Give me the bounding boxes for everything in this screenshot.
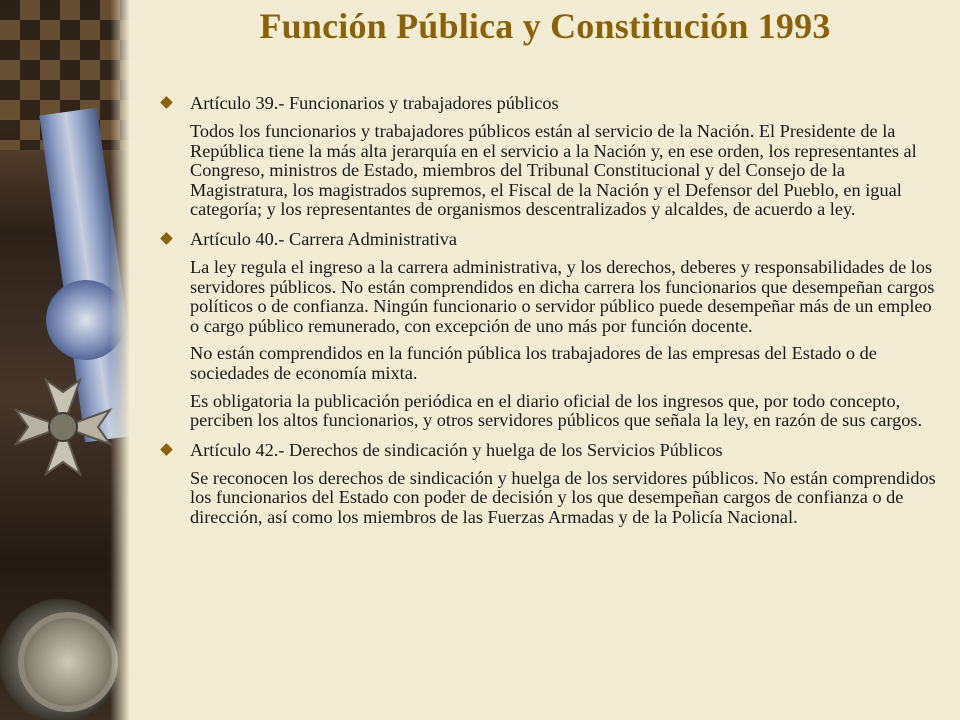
section-paragraph: La ley regula el ingreso a la carrera administrativa, y los derechos, deberes y responsabilidades de los servidores públicos. No están comprendidos en dicha carrera los funcionarios que desempeñan cargos políticos o de confianza. Ningún funcionario o servidor público puede desempeñar más de un empleo o cargo público remunerado, con excepción de uno más por función docente. [190,256,935,336]
bullet-diamond-icon [160,232,173,245]
section-paragraph: Todos los funcionarios y trabajadores públicos están al servicio de la Nación. El Presidente de la República tiene la más alta jerarquía en el servicio a la Nación y, en ese orden, los representantes al Congreso, ministros de Estado, miembros del Tribunal Constitucional y del Consejo de la Magistratura, los magistrados supremos, el Fiscal de la Nación y el Defensor del Pueblo, en igual categoría; y los representantes de organismos descentralizados y alcaldes, de acuerdo a ley. [190,121,917,220]
bullet-diamond-icon [160,96,173,109]
page-title: Función Pública y Constitución 1993 [259,6,831,46]
section-heading: Artículo 40.- Carrera Administrativa [160,228,940,250]
section-paragraph: No están comprendidos en la función pública los trabajadores de las empresas del Estado o de sociedades de economía mixta. [190,343,877,383]
maltese-cross-icon [8,372,118,482]
document-body [160,92,940,536]
decorative-medal-image [0,0,130,720]
section-paragraph: Se reconocen los derechos de sindicación y huelga de los servidores públicos. No están comprendidos los funcionarios del Estado con poder de decisión y los que desempeñan cargos de confianza o de dirección, así como los miembros de las Fuerzas Armadas y de la Policía Nacional. [190,467,936,527]
bullet-diamond-icon [160,443,173,456]
compass-image [18,612,118,712]
section-heading: Artículo 42.- Derechos de sindicación y huelga de los Servicios Públicos [160,439,940,461]
section-heading: Artículo 39.- Funcionarios y trabajadores públicos [160,92,940,114]
section-paragraph: Es obligatoria la publicación periódica en el diario oficial de los ingresos que, por todo concepto, perciben los altos funcionarios, y otros servidores públicos que señala la ley, en razón de sus cargos. [190,390,923,431]
